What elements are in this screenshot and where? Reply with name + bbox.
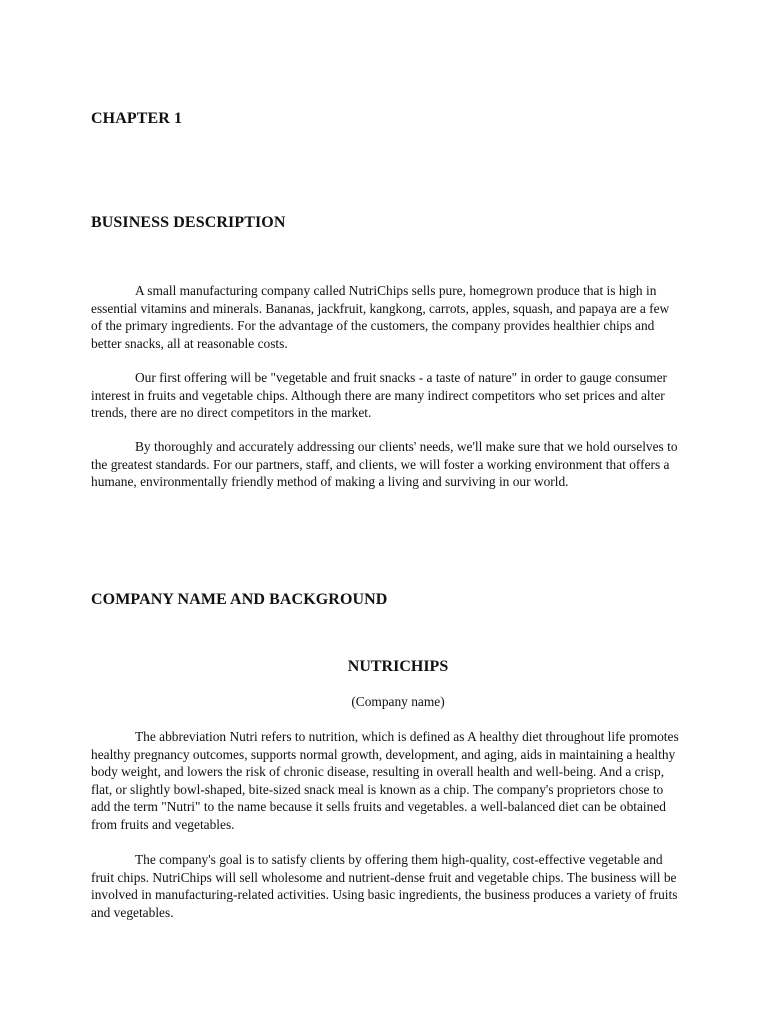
company-caption: (Company name) [351,694,445,709]
company-paragraph-2: The company's goal is to satisfy clients by offering them high-quality, cost-effective vegetable and fruit chips. NutriChips will sell wholesome and nutrient-dense fruit and vegetable chips. The business will be involved in manufacturing-related activities. Using basic ingredients, the business produces a variety of fruits and vegetables. [91,852,678,920]
chapter-heading: CHAPTER 1 [91,110,183,127]
company-name-background-heading: COMPANY NAME AND BACKGROUND [91,591,388,608]
business-paragraph-3: By thoroughly and accurately addressing our clients' needs, we'll make sure that we hold ourselves to the greatest standards. For our partners, staff, and clients, we will foster a working environment that offers a humane, environmentally friendly method of making a living and surviving in our world. [91,439,678,489]
business-description-heading: BUSINESS DESCRIPTION [91,214,286,231]
business-paragraph-1: A small manufacturing company called NutriChips sells pure, homegrown produce that is high in essential vitamins and minerals. Bananas, jackfruit, kangkong, carrots, apples, squash, and papaya are a few of the primary ingredients. For the advantage of the customers, the company provides healthier chips and better snacks, all at reasonable costs. [91,283,670,351]
company-title: NUTRICHIPS [347,658,449,675]
business-paragraph-2: Our first offering will be "vegetable and fruit snacks - a taste of nature" in order to gauge consumer interest in fruits and vegetable chips. Although there are many indirect competitors who set prices and alter trends, there are no direct competitors in the market. [91,370,667,420]
company-paragraph-1: The abbreviation Nutri refers to nutrition, which is defined as A healthy diet throughout life promotes healthy pregnancy outcomes, supports normal growth, development, and aging, aids in maintaining a healthy body weight, and lowers the risk of chronic disease, resulting in overall health and well-being. And a crisp, flat, or slightly bowl-shaped, bite-sized snack meal is known as a chip. The company's proprietors chose to add the term "Nutri" to the name because it sells fruits and vegetables. a well-balanced diet can be obtained from fruits and vegetables. [91,729,679,832]
